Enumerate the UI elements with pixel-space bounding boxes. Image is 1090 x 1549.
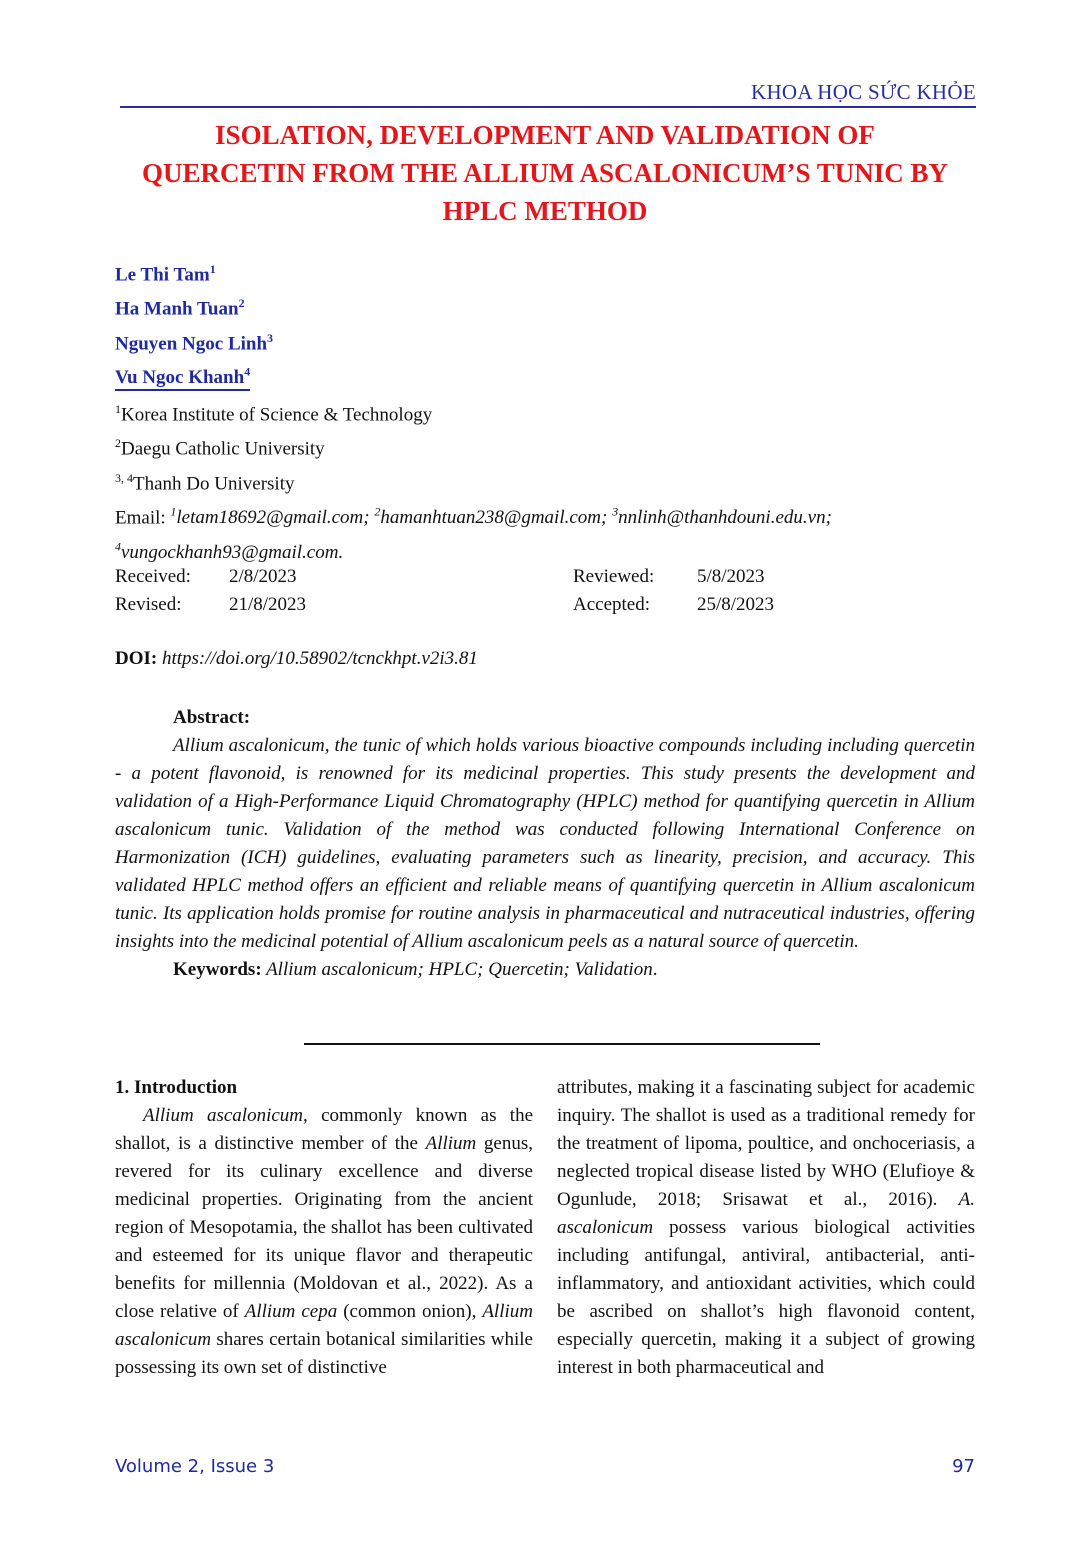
title-line-1: ISOLATION, DEVELOPMENT AND VALIDATION OF — [215, 120, 875, 150]
author-list — [115, 255, 273, 392]
abstract-heading: Abstract: — [173, 707, 251, 728]
header-rule — [120, 106, 976, 108]
affiliation: $^2$Daegu Catholic University — [115, 436, 325, 460]
article-dates — [115, 563, 774, 619]
italic-term: Allium ascalonicum — [143, 1105, 304, 1126]
reviewed-label: Reviewed: — [573, 566, 655, 587]
text-run: shares certain botanical similarities while possessing its own set of distinctive — [115, 1329, 533, 1378]
author: Le Thi Tam$^1$ — [115, 262, 216, 286]
email-line-2: $^4$vungockhanh93@gmail.com. — [115, 539, 344, 563]
affiliation: $^1$Korea Institute of Science & Technology — [115, 402, 433, 426]
doi-label: DOI: — [115, 648, 158, 669]
text-run: attributes, making it a fascinating subject for academic inquiry. The shallot is used as a traditional remedy for the treatment of lipoma, poultice, and onchoceriasis, a neglected tropical disease listed by WHO (Elufioye & Ogunlude, 2018; Srisawat et al., 2016). — [557, 1077, 975, 1210]
received-date: 2/8/2023 — [229, 566, 297, 587]
accepted-date: 25/8/2023 — [697, 594, 775, 615]
intro-heading: 1. Introduction — [115, 1077, 238, 1098]
intro-paragraph — [115, 1102, 533, 1382]
intro-paragraph-continued — [557, 1074, 975, 1382]
text-run: possess various biological activities including antifungal, antiviral, antibacterial, anti-inflammatory, and antioxidant activities, which could be ascribed on shallot’s high flavonoid content, especially quercetin, making it a subject of growing interest in both pharmaceutical and — [557, 1217, 975, 1378]
author: Vu Ngoc Khanh$^4$ — [115, 358, 273, 392]
received-label: Received: — [115, 566, 191, 587]
author: Nguyen Ngoc Linh$^3$ — [115, 330, 274, 354]
doi-link[interactable]: https://doi.org/10.58902/tcnckhpt.v2i3.81 — [157, 648, 478, 669]
text-run: , commonly known as the shallot, is a distinctive member of the — [115, 1105, 534, 1154]
doi — [115, 648, 478, 670]
italic-term: A. ascalonicum — [557, 1189, 975, 1238]
abstract-text: Allium ascalonicum, the tunic of which holds various bioactive compounds including including quercetin - a potent flavonoid, is renowned for its medicinal properties. This study presents the development and validation of a High-Performance Liquid Chromatography (HPLC) method for quantifying quercetin in Allium ascalonicum tunic. Validation of the method was conducted following International Conference on Harmonization (ICH) guidelines, evaluating parameters such as linearity, precision, and accuracy. This validated HPLC method offers an efficient and reliable means of quantifying quercetin in Allium ascalonicum tunic. Its application holds promise for routine analysis in pharmaceutical and nutraceutical industries, offering insights into the medicinal potential of Allium ascalonicum peels as a natural source of quercetin. — [115, 735, 975, 952]
intro-column-right — [557, 1074, 975, 1382]
reviewed-date: 5/8/2023 — [697, 566, 765, 587]
footer-volume: Volume 2, Issue 3 — [115, 1456, 275, 1477]
page-number: 97 — [952, 1456, 975, 1477]
revised-label: Revised: — [115, 594, 182, 615]
abstract — [115, 704, 975, 984]
italic-term: Allium ascalonicum — [115, 1301, 533, 1350]
italic-term: Allium cepa — [244, 1301, 338, 1322]
title-line-2: QUERCETIN FROM THE ALLIUM ASCALONICUM’S TUNIC BY — [141, 158, 949, 188]
paper-title — [115, 116, 975, 230]
accepted-label: Accepted: — [573, 594, 651, 615]
section-divider — [304, 1043, 820, 1045]
author: Ha Manh Tuan$^2$ — [115, 296, 245, 320]
affiliation: $^{3, 4}$Thanh Do University — [115, 470, 295, 494]
revised-date: 21/8/2023 — [229, 594, 307, 615]
text-run: (common onion), — [337, 1301, 483, 1322]
keywords: Keywords: Allium ascalonicum; HPLC; Quercetin; Validation. — [173, 959, 658, 980]
section-tag: KHOA HỌC SỨC KHỎE — [751, 80, 976, 104]
italic-term: Allium — [425, 1133, 477, 1154]
intro-column-left — [115, 1074, 533, 1382]
affiliations — [115, 395, 975, 567]
title-line-3: HPLC METHOD — [442, 196, 648, 226]
email-line: Email: $^1$letam18692@gmail.com; $^2$hamanhtuan238@gmail.com; $^3$nnlinh@thanhdouni.edu.vn; — [115, 504, 832, 529]
text-run: genus, revered for its culinary excellence and diverse medicinal properties. Originating from the ancient region of Mesopotamia, the shallot has been cultivated and esteemed for its unique flavor and therapeutic benefits for millennia (Moldovan et al., 2022). As a close relative of — [115, 1133, 534, 1322]
